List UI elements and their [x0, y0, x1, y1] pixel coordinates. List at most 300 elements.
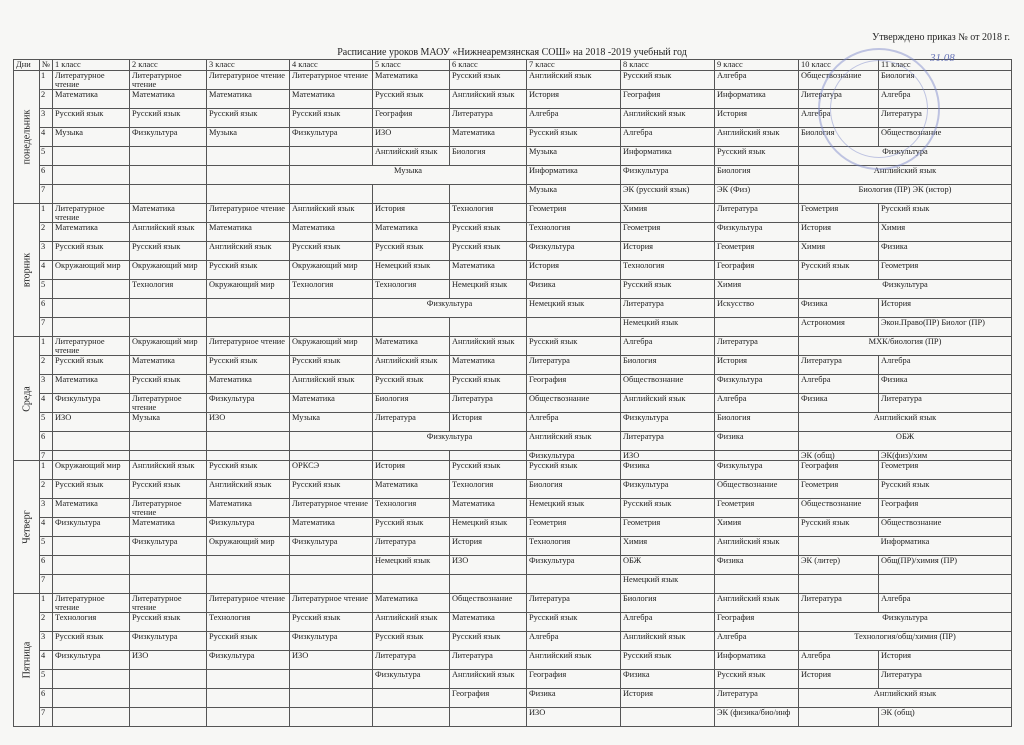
- lesson-cell: Физкультура: [53, 394, 130, 413]
- lesson-cell: [450, 451, 527, 461]
- lesson-cell: Математика: [373, 71, 450, 90]
- lesson-cell: ИЗО: [527, 708, 621, 727]
- lesson-cell: Русский язык: [130, 109, 207, 128]
- page-title: Расписание уроков МАОУ «Нижнеаремзянская СОШ» на 2018 -2019 учебный год: [337, 47, 687, 58]
- lesson-cell: История: [450, 537, 527, 556]
- lesson-cell: Литературное чтение: [290, 499, 373, 518]
- lesson-cell: Физкультура: [621, 166, 715, 185]
- lesson-cell: Физкультура: [527, 451, 621, 461]
- lesson-cell: Физкультура: [53, 651, 130, 670]
- lesson-cell: Литература: [450, 109, 527, 128]
- lesson-cell: [207, 556, 290, 575]
- lesson-cell: Русский язык: [53, 109, 130, 128]
- lesson-cell: Математика: [450, 499, 527, 518]
- lesson-cell: [53, 299, 130, 318]
- lesson-number: 7: [40, 575, 53, 594]
- lesson-cell: [130, 318, 207, 337]
- lesson-cell: География: [450, 689, 527, 708]
- lesson-cell: Алгебра: [715, 632, 799, 651]
- lesson-cell: [207, 575, 290, 594]
- lesson-number: 3: [40, 109, 53, 128]
- lesson-cell: Технология: [373, 499, 450, 518]
- lesson-cell: Немецкий язык: [621, 575, 715, 594]
- lesson-number: 1: [40, 204, 53, 223]
- lesson-cell: История: [621, 242, 715, 261]
- lesson-cell: [130, 689, 207, 708]
- lesson-cell: ИЗО: [207, 413, 290, 432]
- lesson-cell: Английский язык: [373, 613, 450, 632]
- lesson-cell: Английский язык: [621, 632, 715, 651]
- lesson-cell: Математика: [450, 261, 527, 280]
- day-label: Среда: [21, 385, 32, 412]
- lesson-cell: [130, 670, 207, 689]
- lesson-cell: История: [450, 413, 527, 432]
- lesson-cell: Литературное чтение: [130, 394, 207, 413]
- lesson-row: [14, 356, 1012, 375]
- lesson-cell: ЭК (Физ): [715, 185, 799, 204]
- lesson-cell: Музыка: [527, 147, 621, 166]
- lesson-number: 5: [40, 280, 53, 299]
- lesson-cell: Окружающий мир: [207, 537, 290, 556]
- lesson-cell: Музыка: [207, 128, 290, 147]
- lesson-cell: [207, 670, 290, 689]
- lesson-cell: Обществознание: [715, 480, 799, 499]
- day-cell: [14, 594, 40, 727]
- lesson-cell: ИЗО: [290, 651, 373, 670]
- lesson-number: 3: [40, 375, 53, 394]
- lesson-row: [14, 556, 1012, 575]
- lesson-cell: Русский язык: [527, 461, 621, 480]
- lesson-cell: Математика: [53, 375, 130, 394]
- header-class: 5 класс: [373, 60, 450, 71]
- lesson-cell: ОБЖ: [621, 556, 715, 575]
- lesson-cell: Алгебра: [715, 71, 799, 90]
- lesson-row: [14, 499, 1012, 518]
- lesson-cell: Технология: [527, 537, 621, 556]
- lesson-cell: [130, 708, 207, 727]
- lesson-cell: Физкультура: [53, 518, 130, 537]
- lesson-cell: Литература: [373, 537, 450, 556]
- lesson-cell: Физкультура: [130, 537, 207, 556]
- day-cell: [14, 71, 40, 204]
- lesson-row: [14, 318, 1012, 337]
- lesson-number: 4: [40, 394, 53, 413]
- lesson-cell: Информатика: [715, 651, 799, 670]
- lesson-cell: Математика: [373, 223, 450, 242]
- lesson-cell: Информатика: [527, 166, 621, 185]
- lesson-number: 1: [40, 337, 53, 356]
- lesson-cell: Немецкий язык: [527, 299, 621, 318]
- lesson-cell: География: [373, 109, 450, 128]
- lesson-cell: [373, 689, 450, 708]
- lesson-number: 4: [40, 261, 53, 280]
- lesson-cell: Окружающий мир: [130, 337, 207, 356]
- lesson-row: [14, 394, 1012, 413]
- lesson-cell: Русский язык: [373, 632, 450, 651]
- lesson-cell: Русский язык: [130, 480, 207, 499]
- header-number: №: [40, 60, 53, 71]
- lesson-cell: Алгебра: [527, 109, 621, 128]
- lesson-cell: Биология: [527, 480, 621, 499]
- lesson-cell: Алгебра: [527, 632, 621, 651]
- lesson-cell: Экон.Право(ПР) Биолог (ПР): [879, 318, 1012, 337]
- lesson-number: 4: [40, 518, 53, 537]
- lesson-cell: Биология: [715, 166, 799, 185]
- lesson-cell: [799, 708, 879, 727]
- lesson-cell: Технология: [373, 280, 450, 299]
- lesson-cell: [130, 575, 207, 594]
- lesson-cell: Математика: [373, 337, 450, 356]
- lesson-cell: ИЗО: [130, 651, 207, 670]
- lesson-cell: Немецкий язык: [527, 499, 621, 518]
- lesson-cell: История: [715, 356, 799, 375]
- lesson-cell: Литературное чтение: [53, 337, 130, 356]
- lesson-cell: Математика: [290, 223, 373, 242]
- lesson-cell: ИЗО: [53, 413, 130, 432]
- lesson-cell: Математика: [373, 594, 450, 613]
- lesson-cell: Литература: [879, 670, 1012, 689]
- lesson-cell: ИЗО: [373, 128, 450, 147]
- lesson-cell: Английский язык: [527, 71, 621, 90]
- lesson-cell: [53, 280, 130, 299]
- lesson-cell: ЭК (русский язык): [621, 185, 715, 204]
- lesson-cell: [53, 670, 130, 689]
- lesson-row: [14, 413, 1012, 432]
- lesson-row: [14, 613, 1012, 632]
- lesson-cell: Математика: [290, 518, 373, 537]
- lesson-number: 4: [40, 651, 53, 670]
- lesson-cell: Технология: [290, 280, 373, 299]
- lesson-cell: Технология: [207, 613, 290, 632]
- header-class: 6 класс: [450, 60, 527, 71]
- lesson-cell: Физкультура: [373, 299, 527, 318]
- lesson-cell: [130, 166, 207, 185]
- lesson-cell: Обществознание: [879, 518, 1012, 537]
- lesson-cell: География: [621, 90, 715, 109]
- lesson-cell: История: [621, 689, 715, 708]
- lesson-cell: Биология (ПР) ЭК (истор): [799, 185, 1012, 204]
- lesson-cell: Русский язык: [621, 280, 715, 299]
- lesson-cell: [290, 185, 373, 204]
- lesson-cell: Русский язык: [207, 109, 290, 128]
- lesson-cell: [130, 299, 207, 318]
- lesson-cell: Русский язык: [715, 147, 799, 166]
- lesson-row: [14, 166, 1012, 185]
- lesson-cell: Физкультура: [527, 242, 621, 261]
- lesson-cell: Музыка: [53, 128, 130, 147]
- lesson-cell: [621, 708, 715, 727]
- lesson-cell: Физика: [527, 689, 621, 708]
- lesson-cell: [130, 147, 207, 166]
- day-label: вторник: [21, 252, 32, 288]
- lesson-cell: Литература: [450, 394, 527, 413]
- lesson-cell: [527, 575, 621, 594]
- lesson-cell: Астрономия: [799, 318, 879, 337]
- lesson-cell: Русский язык: [53, 480, 130, 499]
- lesson-cell: Английский язык: [799, 689, 1012, 708]
- lesson-cell: Физкультура: [621, 480, 715, 499]
- lesson-cell: Математика: [53, 499, 130, 518]
- lesson-cell: ИЗО: [450, 556, 527, 575]
- lesson-cell: Искусство: [715, 299, 799, 318]
- lesson-cell: Русский язык: [53, 632, 130, 651]
- lesson-number: 4: [40, 128, 53, 147]
- lesson-row: [14, 518, 1012, 537]
- lesson-cell: [53, 708, 130, 727]
- lesson-number: 3: [40, 632, 53, 651]
- lesson-cell: Английский язык: [130, 223, 207, 242]
- lesson-cell: Обществознание: [621, 375, 715, 394]
- lesson-cell: [53, 451, 130, 461]
- lesson-cell: Математика: [130, 356, 207, 375]
- lesson-cell: Русский язык: [207, 261, 290, 280]
- lesson-number: 3: [40, 499, 53, 518]
- lesson-cell: [373, 185, 450, 204]
- lesson-cell: Геометрия: [527, 204, 621, 223]
- lesson-row: [14, 242, 1012, 261]
- lesson-row: [14, 204, 1012, 223]
- lesson-row: [14, 537, 1012, 556]
- lesson-cell: Музыка: [527, 185, 621, 204]
- lesson-row: [14, 299, 1012, 318]
- lesson-cell: ЭК(физ)/хим: [879, 451, 1012, 461]
- lesson-cell: Немецкий язык: [450, 280, 527, 299]
- lesson-cell: [207, 689, 290, 708]
- lesson-cell: [207, 318, 290, 337]
- lesson-cell: Физкультура: [715, 223, 799, 242]
- lesson-number: 1: [40, 461, 53, 480]
- lesson-cell: Русский язык: [207, 632, 290, 651]
- lesson-cell: Математика: [207, 223, 290, 242]
- lesson-cell: История: [879, 299, 1012, 318]
- lesson-cell: Геометрия: [879, 461, 1012, 480]
- lesson-cell: Английский язык: [715, 537, 799, 556]
- lesson-cell: [53, 147, 130, 166]
- lesson-row: [14, 261, 1012, 280]
- lesson-cell: Русский язык: [450, 461, 527, 480]
- lesson-cell: Русский язык: [527, 337, 621, 356]
- lesson-cell: Алгебра: [799, 109, 879, 128]
- lesson-cell: Русский язык: [799, 518, 879, 537]
- lesson-cell: Физкультура: [621, 413, 715, 432]
- lesson-number: 2: [40, 90, 53, 109]
- lesson-row: [14, 594, 1012, 613]
- lesson-cell: Геометрия: [799, 480, 879, 499]
- lesson-cell: Английский язык: [207, 480, 290, 499]
- lesson-cell: Физкультура: [207, 394, 290, 413]
- lesson-cell: Русский язык: [290, 613, 373, 632]
- lesson-cell: Алгебра: [879, 594, 1012, 613]
- lesson-row: [14, 185, 1012, 204]
- header-class: 4 класс: [290, 60, 373, 71]
- lesson-cell: ИЗО: [621, 451, 715, 461]
- lesson-cell: Геометрия: [879, 261, 1012, 280]
- header-class: 11 класс: [879, 60, 1012, 71]
- lesson-cell: Химия: [715, 518, 799, 537]
- lesson-cell: Математика: [290, 90, 373, 109]
- lesson-cell: География: [715, 613, 799, 632]
- lesson-cell: Биология: [373, 394, 450, 413]
- lesson-cell: Технология: [527, 223, 621, 242]
- lesson-row: [14, 575, 1012, 594]
- lesson-cell: Геометрия: [621, 518, 715, 537]
- lesson-cell: Обществознание: [799, 499, 879, 518]
- lesson-cell: Физкультура: [715, 375, 799, 394]
- lesson-cell: Математика: [450, 356, 527, 375]
- lesson-cell: Математика: [53, 223, 130, 242]
- lesson-cell: [715, 318, 799, 337]
- lesson-cell: [53, 166, 130, 185]
- lesson-cell: Физкультура: [799, 613, 1012, 632]
- lesson-cell: Окружающий мир: [207, 280, 290, 299]
- lesson-cell: Литературное чтение: [53, 71, 130, 90]
- lesson-cell: Русский язык: [290, 480, 373, 499]
- lesson-cell: [53, 575, 130, 594]
- lesson-cell: Русский язык: [290, 356, 373, 375]
- lesson-cell: Биология: [799, 128, 879, 147]
- lesson-cell: [290, 299, 373, 318]
- header-class: 9 класс: [715, 60, 799, 71]
- lesson-cell: Химия: [621, 537, 715, 556]
- day-label: понедельник: [21, 109, 32, 165]
- lesson-cell: Русский язык: [527, 613, 621, 632]
- lesson-cell: Русский язык: [130, 242, 207, 261]
- lesson-cell: Геометрия: [715, 242, 799, 261]
- lesson-cell: Математика: [450, 613, 527, 632]
- lesson-cell: Русский язык: [290, 242, 373, 261]
- lesson-cell: Литературное чтение: [290, 71, 373, 90]
- lesson-cell: Русский язык: [207, 356, 290, 375]
- lesson-cell: [53, 318, 130, 337]
- day-cell: [14, 461, 40, 594]
- lesson-cell: Немецкий язык: [373, 556, 450, 575]
- lesson-cell: [130, 556, 207, 575]
- lesson-cell: Литература: [715, 689, 799, 708]
- lesson-cell: [290, 575, 373, 594]
- lesson-cell: Русский язык: [621, 499, 715, 518]
- lesson-cell: Математика: [130, 90, 207, 109]
- header-class: 1 класс: [53, 60, 130, 71]
- lesson-cell: Технология: [621, 261, 715, 280]
- lesson-cell: Литература: [799, 594, 879, 613]
- lesson-cell: Биология: [621, 356, 715, 375]
- lesson-cell: МХК/биология (ПР): [799, 337, 1012, 356]
- lesson-cell: Биология: [715, 413, 799, 432]
- lesson-row: [14, 480, 1012, 499]
- lesson-row: [14, 223, 1012, 242]
- lesson-cell: Алгебра: [799, 651, 879, 670]
- lesson-cell: [53, 537, 130, 556]
- lesson-number: 7: [40, 185, 53, 204]
- lesson-cell: Технология: [130, 280, 207, 299]
- lesson-cell: [290, 670, 373, 689]
- lesson-cell: Геометрия: [715, 499, 799, 518]
- lesson-cell: Технология/общ/химия (ПР): [799, 632, 1012, 651]
- lesson-cell: Математика: [130, 204, 207, 223]
- lesson-cell: Физкультура: [799, 280, 1012, 299]
- lesson-cell: География: [527, 670, 621, 689]
- lesson-cell: Литературное чтение: [53, 594, 130, 613]
- lesson-cell: Физика: [621, 670, 715, 689]
- lesson-cell: Физкультура: [373, 432, 527, 451]
- lesson-cell: Физкультура: [715, 461, 799, 480]
- lesson-cell: [373, 318, 450, 337]
- lesson-cell: Литературное чтение: [207, 71, 290, 90]
- official-stamp: [818, 48, 940, 170]
- lesson-cell: Математика: [207, 499, 290, 518]
- lesson-cell: Русский язык: [450, 242, 527, 261]
- lesson-cell: Литературное чтение: [53, 204, 130, 223]
- lesson-cell: Литература: [373, 651, 450, 670]
- lesson-cell: [53, 432, 130, 451]
- lesson-cell: [373, 451, 450, 461]
- lesson-cell: Русский язык: [450, 71, 527, 90]
- lesson-number: 2: [40, 223, 53, 242]
- lesson-row: [14, 432, 1012, 451]
- header-class: 7 класс: [527, 60, 621, 71]
- lesson-cell: Литература: [450, 651, 527, 670]
- lesson-cell: Русский язык: [621, 71, 715, 90]
- lesson-cell: Алгебра: [621, 337, 715, 356]
- lesson-cell: Физкультура: [799, 147, 1012, 166]
- lesson-cell: Литературное чтение: [290, 594, 373, 613]
- lesson-cell: Математика: [53, 90, 130, 109]
- lesson-cell: [53, 556, 130, 575]
- lesson-cell: Литературное чтение: [207, 337, 290, 356]
- lesson-cell: Русский язык: [373, 242, 450, 261]
- lesson-row: [14, 280, 1012, 299]
- lesson-cell: Литература: [799, 90, 879, 109]
- lesson-cell: Литература: [879, 109, 1012, 128]
- lesson-cell: Английский язык: [373, 147, 450, 166]
- lesson-cell: Литература: [527, 594, 621, 613]
- lesson-cell: Физкультура: [290, 537, 373, 556]
- lesson-cell: Музыка: [290, 166, 527, 185]
- lesson-cell: Окружающий мир: [53, 461, 130, 480]
- lesson-cell: Русский язык: [207, 461, 290, 480]
- lesson-cell: [450, 708, 527, 727]
- lesson-cell: ЭК (общ): [799, 451, 879, 461]
- lesson-number: 5: [40, 413, 53, 432]
- lesson-cell: [373, 708, 450, 727]
- lesson-cell: [879, 575, 1012, 594]
- lesson-cell: Физкультура: [130, 632, 207, 651]
- lesson-cell: Алгебра: [879, 90, 1012, 109]
- lesson-cell: Окружающий мир: [290, 337, 373, 356]
- lesson-cell: Немецкий язык: [373, 261, 450, 280]
- lesson-row: [14, 670, 1012, 689]
- lesson-cell: История: [715, 109, 799, 128]
- lesson-cell: [207, 147, 290, 166]
- lesson-cell: Окружающий мир: [53, 261, 130, 280]
- lesson-cell: Физика: [799, 394, 879, 413]
- lesson-cell: Литературное чтение: [207, 204, 290, 223]
- lesson-cell: География: [879, 499, 1012, 518]
- lesson-cell: Обществознание: [799, 71, 879, 90]
- lesson-cell: Английский язык: [130, 461, 207, 480]
- lesson-row: [14, 708, 1012, 727]
- lesson-cell: Литература: [879, 394, 1012, 413]
- lesson-cell: Английский язык: [715, 128, 799, 147]
- lesson-cell: Технология: [450, 204, 527, 223]
- lesson-cell: [207, 299, 290, 318]
- header-class: 2 класс: [130, 60, 207, 71]
- lesson-cell: Алгебра: [799, 375, 879, 394]
- lesson-cell: История: [527, 90, 621, 109]
- lesson-number: 3: [40, 242, 53, 261]
- lesson-cell: Литература: [621, 299, 715, 318]
- lesson-cell: [207, 708, 290, 727]
